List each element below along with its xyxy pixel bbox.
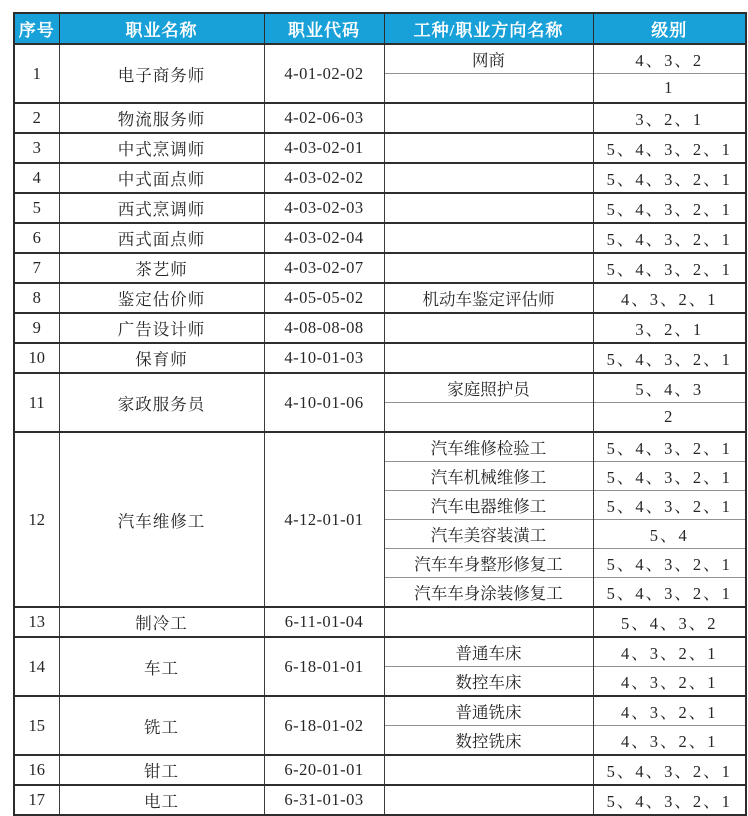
level-cell: 5、4、3、2、1 [593,578,746,608]
level-cell: 5、4、3、2、1 [593,755,746,785]
table-row [14,432,746,462]
direction-cell: 普通车床 [384,637,593,667]
direction-cell: 汽车电器维修工 [384,491,593,520]
level-cell: 5、4、3、2、1 [593,785,746,815]
header-cell-code: 职业代码 [264,13,384,44]
direction-cell: 家庭照护员 [384,373,593,403]
occupation-name-cell: 汽车维修工 [59,432,264,607]
row-number-cell: 17 [14,785,59,815]
direction-cell [384,607,593,637]
occupation-code-cell: 4-03-02-04 [264,223,384,253]
level-cell: 1 [593,74,746,104]
level-cell: 4、3、2、1 [593,637,746,667]
occupation-code-cell: 6-18-01-01 [264,637,384,696]
level-cell: 5、4、3、2、1 [593,491,746,520]
table-row [14,343,746,373]
occupation-name-cell: 制冷工 [59,607,264,637]
row-number-cell: 16 [14,755,59,785]
direction-cell [384,785,593,815]
direction-cell: 汽车机械维修工 [384,462,593,491]
direction-cell: 汽车维修检验工 [384,432,593,462]
level-cell: 5、4、3、2、1 [593,462,746,491]
direction-cell: 数控车床 [384,667,593,697]
row-number-cell: 1 [14,44,59,103]
row-number-cell: 10 [14,343,59,373]
occupation-name-cell: 保育师 [59,343,264,373]
direction-cell [384,253,593,283]
occupation-name-cell: 茶艺师 [59,253,264,283]
row-number-cell: 6 [14,223,59,253]
level-cell: 4、3、2、1 [593,696,746,726]
level-cell: 4、3、2、1 [593,283,746,313]
table-row [14,253,746,283]
occupation-name-cell: 西式面点师 [59,223,264,253]
table-row [14,607,746,637]
occupation-name-cell: 鉴定估价师 [59,283,264,313]
occupation-code-cell: 4-10-01-06 [264,373,384,432]
table-row [14,44,746,74]
direction-cell [384,223,593,253]
occupation-name-cell: 物流服务师 [59,103,264,133]
direction-cell: 汽车车身整形修复工 [384,549,593,578]
table-row [14,373,746,403]
header-row [14,13,746,44]
row-number-cell: 15 [14,696,59,755]
table-row [14,755,746,785]
table-row [14,103,746,133]
direction-cell: 汽车车身涂装修复工 [384,578,593,608]
occupation-code-cell: 4-03-02-01 [264,133,384,163]
row-number-cell: 12 [14,432,59,607]
row-number-cell: 14 [14,637,59,696]
level-cell: 5、4、3、2 [593,607,746,637]
row-number-cell: 2 [14,103,59,133]
occupation-name-cell: 西式烹调师 [59,193,264,223]
occupation-name-cell: 中式烹调师 [59,133,264,163]
table-header [14,13,746,44]
table-row [14,223,746,253]
level-cell: 4、3、2、1 [593,726,746,756]
direction-cell [384,313,593,343]
row-number-cell: 9 [14,313,59,343]
row-number-cell: 4 [14,163,59,193]
row-number-cell: 3 [14,133,59,163]
level-cell: 5、4、3、2、1 [593,163,746,193]
direction-cell [384,133,593,163]
direction-cell: 数控铣床 [384,726,593,756]
level-cell: 5、4、3、2、1 [593,223,746,253]
occupation-code-cell: 4-02-06-03 [264,103,384,133]
level-cell: 5、4、3、2、1 [593,133,746,163]
occupation-code-cell: 4-08-08-08 [264,313,384,343]
header-cell-level: 级别 [593,13,746,44]
occupation-code-cell: 4-03-02-07 [264,253,384,283]
header-cell-direction: 工种/职业方向名称 [384,13,593,44]
level-cell: 3、2、1 [593,313,746,343]
occupation-code-cell: 4-03-02-02 [264,163,384,193]
table-row [14,696,746,726]
direction-cell: 机动车鉴定评估师 [384,283,593,313]
header-cell-number: 序号 [14,13,59,44]
level-cell: 4、3、2、1 [593,667,746,697]
occupation-name-cell: 广告设计师 [59,313,264,343]
direction-cell [384,343,593,373]
row-number-cell: 5 [14,193,59,223]
occupation-name-cell: 钳工 [59,755,264,785]
level-cell: 5、4、3、2、1 [593,193,746,223]
level-cell: 5、4、3、2、1 [593,549,746,578]
direction-cell [384,755,593,785]
table-row [14,313,746,343]
row-number-cell: 7 [14,253,59,283]
occupation-name-cell: 电工 [59,785,264,815]
occupation-code-cell: 4-05-05-02 [264,283,384,313]
table-row [14,637,746,667]
level-cell: 2 [593,403,746,433]
occupation-code-cell: 4-03-02-03 [264,193,384,223]
table-row [14,785,746,815]
direction-cell [384,193,593,223]
level-cell: 5、4、3、2、1 [593,343,746,373]
level-cell: 5、4、3、2、1 [593,253,746,283]
table-row [14,133,746,163]
row-number-cell: 8 [14,283,59,313]
direction-cell [384,103,593,133]
table-row [14,163,746,193]
occupation-name-cell: 家政服务员 [59,373,264,432]
occupation-code-cell: 4-10-01-03 [264,343,384,373]
table-body [14,44,746,815]
header-cell-occupation: 职业名称 [59,13,264,44]
table-row [14,193,746,223]
direction-cell: 网商 [384,44,593,74]
occupation-code-cell: 6-20-01-01 [264,755,384,785]
occupation-code-cell: 6-31-01-03 [264,785,384,815]
direction-cell [384,403,593,433]
row-number-cell: 11 [14,373,59,432]
direction-cell: 汽车美容装潢工 [384,520,593,549]
occupation-code-cell: 4-12-01-01 [264,432,384,607]
occupation-code-cell: 4-01-02-02 [264,44,384,103]
occupation-name-cell: 铣工 [59,696,264,755]
direction-cell [384,163,593,193]
occupation-name-cell: 中式面点师 [59,163,264,193]
occupation-code-cell: 6-18-01-02 [264,696,384,755]
table-row [14,283,746,313]
level-cell: 4、3、2 [593,44,746,74]
level-cell: 5、4 [593,520,746,549]
occupation-code-cell: 6-11-01-04 [264,607,384,637]
row-number-cell: 13 [14,607,59,637]
occupation-name-cell: 车工 [59,637,264,696]
direction-cell: 普通铣床 [384,696,593,726]
occupation-table [13,12,747,816]
level-cell: 5、4、3 [593,373,746,403]
occupation-name-cell: 电子商务师 [59,44,264,103]
level-cell: 5、4、3、2、1 [593,432,746,462]
direction-cell [384,74,593,104]
level-cell: 3、2、1 [593,103,746,133]
